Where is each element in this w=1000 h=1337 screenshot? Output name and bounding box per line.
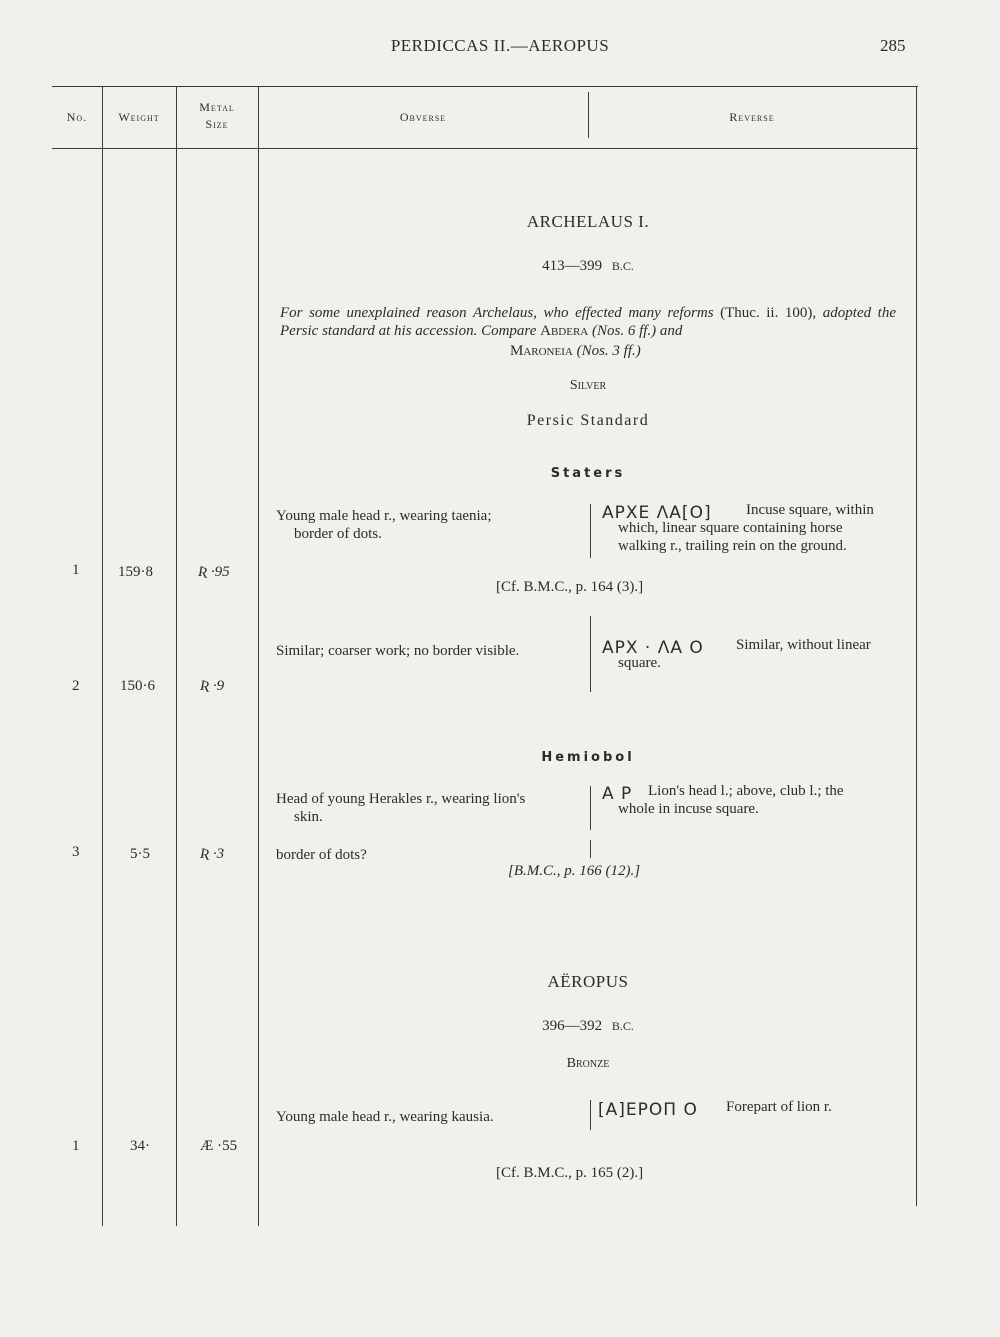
dates-value: 396—392 <box>542 1018 603 1034</box>
coin-3-no: 3 <box>72 844 80 860</box>
coin-1-divider <box>590 504 591 558</box>
coin-1-legend: ΑΡΧΕ ΛΑ[Ο] <box>602 503 712 523</box>
era-label: B.C. <box>611 259 634 273</box>
coin-3-metal-size: Ʀ ·3 <box>200 846 225 862</box>
aeropus-coin-1-legend: [Α]ΕΡΟΠ Ο <box>598 1100 698 1120</box>
coin-3-obverse: Head of young Herakles r., wearing lion's skin. <box>276 791 526 825</box>
aeropus-coin-1-metal-size: Æ ·55 <box>200 1138 238 1154</box>
era-label: B.C. <box>611 1019 634 1033</box>
standard-persic: Persic Standard <box>526 412 650 429</box>
coin-1-obverse: Young male head r., wearing taenia; border of dots. <box>276 508 492 542</box>
archelaus-note: For some unexplained reason Archelaus, who effected many reforms (Thuc. ii. 100), adopted the Persic standard at his accession. Compare Abdera (Nos. 6 ff.) and <box>280 305 897 339</box>
dates-archelaus <box>258 258 918 275</box>
coin-2-obverse: Similar; coarser work; no border visible. <box>276 643 520 659</box>
table-top-rule <box>52 86 918 87</box>
running-title: PERDICCAS II.—AEROPUS <box>390 36 610 55</box>
coin-3-legend: Α Ρ <box>602 784 633 804</box>
archelaus-note-end: Maroneia (Nos. 3 ff.) <box>510 343 641 359</box>
aeropus-coin-1-obverse: Young male head r., wearing kausia. <box>276 1109 494 1125</box>
coin-3-reference: [B.M.C., p. 166 (12).] <box>508 863 641 879</box>
header-no: No. <box>66 110 88 124</box>
coin-2-legend: ΑΡΧ · ΛΑ Ο <box>602 638 704 658</box>
aeropus-coin-1-divider <box>590 1100 591 1130</box>
coin-1-weight: 159·8 <box>118 564 153 580</box>
coin-3-weight: 5·5 <box>130 846 150 862</box>
coin-3-obverse-border: border of dots? <box>276 847 367 863</box>
coin-1-reference: [Cf. B.M.C., p. 164 (3).] <box>496 579 644 595</box>
header-obverse: Obverse <box>399 110 447 124</box>
coin-1-reverse: Incuse square, within which, linear square containing horse walking r., trailing rein on the ground. <box>618 502 874 554</box>
col-rule-2 <box>176 86 177 1226</box>
header-metal: Metal <box>199 100 235 114</box>
ruler-title-aeropus: AËROPUS <box>547 972 629 991</box>
header-size: Size <box>205 117 229 131</box>
dates-aeropus <box>258 1018 918 1035</box>
col-rule-3 <box>258 86 259 1226</box>
denomination-staters: Staters <box>550 466 626 481</box>
header-weight: Weight <box>118 110 160 124</box>
metal-silver: Silver <box>569 378 607 393</box>
coin-1-no: 1 <box>72 562 80 578</box>
ruler-title-archelaus: ARCHELAUS I. <box>526 212 650 231</box>
header-reverse: Reverse <box>729 110 775 124</box>
dates-value: 413—399 <box>542 258 603 274</box>
page-number: 285 <box>880 36 906 55</box>
header-bottom-rule <box>52 148 918 149</box>
right-border <box>916 86 917 1206</box>
coin-3-reverse: Lion's head l.; above, club l.; the whole in incuse square. <box>618 783 844 817</box>
coin-2-metal-size: Ʀ ·9 <box>200 678 225 694</box>
coin-2-no: 2 <box>72 678 80 694</box>
col-rule-1 <box>102 86 103 1226</box>
denomination-hemiobol: Hemiobol <box>541 750 635 765</box>
aeropus-coin-1-no: 1 <box>72 1138 80 1154</box>
aeropus-coin-1-reverse: Forepart of lion r. <box>726 1099 832 1115</box>
coin-3-divider-a <box>590 786 591 830</box>
coin-2-reverse: Similar, without linear square. <box>618 637 871 671</box>
coin-1-metal-size: Ʀ ·95 <box>198 564 230 580</box>
aeropus-coin-1-reference: [Cf. B.M.C., p. 165 (2).] <box>496 1165 644 1181</box>
coin-2-weight: 150·6 <box>120 678 155 694</box>
coin-2-divider <box>590 616 591 692</box>
aeropus-coin-1-weight: 34· <box>130 1138 150 1154</box>
metal-bronze: Bronze <box>566 1056 610 1071</box>
coin-3-divider-b <box>590 840 591 858</box>
